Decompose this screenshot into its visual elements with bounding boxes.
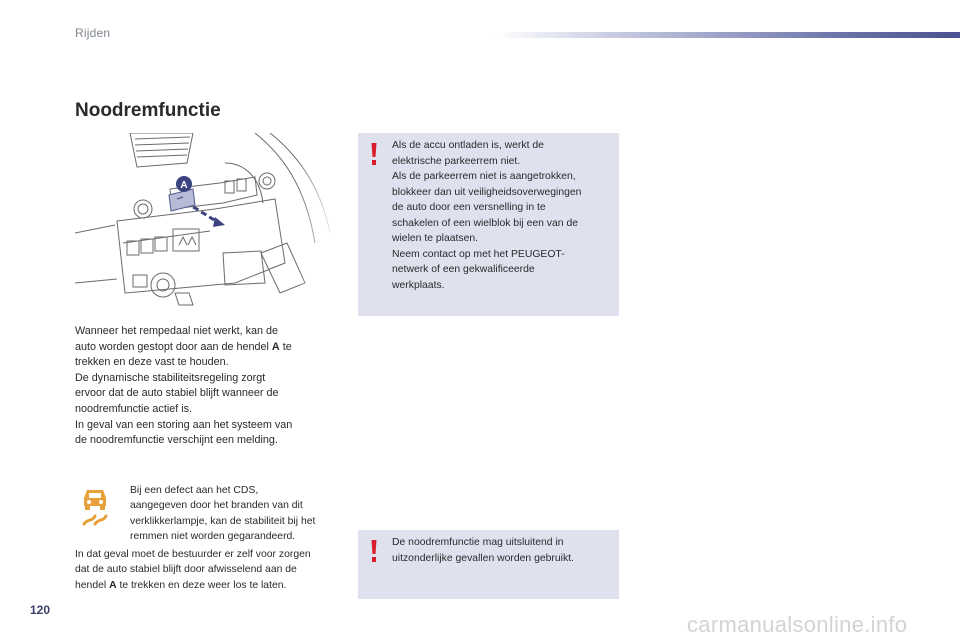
note-line: Als de parkeerrem niet is aangetrokken, [392,171,576,182]
text-line: trekken en deze vast te houden. [75,356,229,369]
text-span: hendel [75,579,110,591]
lever-ref-a: A [271,340,280,353]
text-line: remmen niet worden gegarandeerd. [130,531,296,543]
text-line [75,578,340,593]
text-span: te [279,340,292,353]
text-line: Bij een defect aan het CDS, [130,485,259,496]
note-line: De noodremfunctie mag uitsluitend in [392,537,564,548]
text-line: noodremfunctie actief is. [75,402,193,415]
exclamation-icon [371,143,377,165]
section-label: Rijden [75,26,111,40]
page-number: 120 [30,603,51,617]
text-line: dat de auto stabiel blijft door afwisselend aan de [75,564,297,576]
note-line: werkplaats. [392,279,445,291]
header-gradient-bar [495,32,960,38]
page-title: Noodremfunctie [75,100,221,121]
warning-note-battery [358,133,619,316]
text-span: te trekken en deze weer los te laten. [116,579,287,591]
note-line: elektrische parkeerrem niet. [392,155,521,167]
stability-control-warning-icon [80,484,110,528]
text-line: De dynamische stabiliteitsregeling zorgt [75,371,266,384]
text-line: ervoor dat de auto stabiel blijft wanneer de [75,387,279,400]
text-line: In dat geval moet de bestuurder er zelf voor zorgen [75,549,311,560]
note-text [392,138,614,293]
after-paragraph [75,547,340,593]
lever-ref-a: A [109,579,117,591]
note-text [392,535,614,566]
watermark: carmanualsonline.info [687,612,908,637]
cds-warning-text [130,483,340,545]
note-line: uitzonderlijke gevallen worden gebruikt. [392,552,574,564]
note-line: Neem contact op met het PEUGEOT- [392,248,565,260]
text-line: aangegeven door het branden van dit [130,500,303,512]
note-line: Als de accu ontladen is, werkt de [392,140,544,151]
main-paragraph [75,324,337,449]
callout-label-a: A [180,180,188,191]
dashboard-illustration [75,133,337,313]
exclamation-icon [371,540,377,562]
note-line: blokkeer dan uit veiligheidsoverwegingen [392,186,582,198]
warning-note-usage [358,530,619,599]
note-line: schakelen of een wielblok bij een van de [392,217,579,229]
text-line: Wanneer het rempedaal niet werkt, kan de [75,325,279,337]
note-line: netwerk of een gekwalificeerde [392,264,535,275]
text-span: auto worden gestopt door aan de hendel [75,340,272,353]
text-line: verklikkerlampje, kan de stabiliteit bij het [130,515,316,527]
note-line: wielen te plaatsen. [392,233,479,244]
text-line: de noodremfunctie verschijnt een melding. [75,434,278,447]
text-line [75,340,337,356]
note-line: de auto door een versnelling in te [392,202,546,213]
text-line: In geval van een storing aan het systeem van [75,418,293,431]
